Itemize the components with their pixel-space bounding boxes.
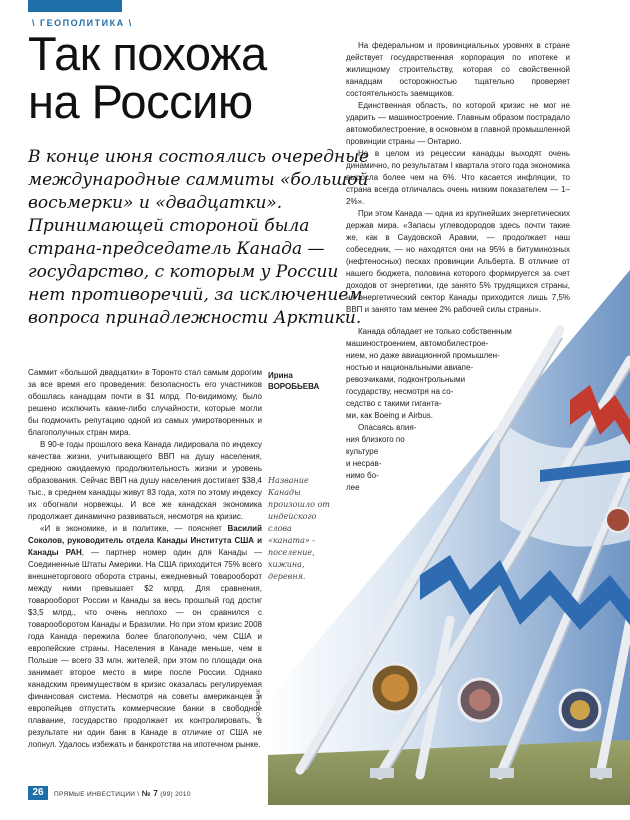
text-line: культуре <box>346 447 379 456</box>
text-line: нием, но даже авиационной промышлен- <box>346 351 500 360</box>
note-line: индейского слова <box>268 512 317 533</box>
lead-line: вопроса принадлежности Арктики. <box>28 308 362 328</box>
medallion-4 <box>606 508 630 532</box>
lead-line: страна-председатель Канада — <box>28 239 325 259</box>
article-lead <box>28 146 370 330</box>
paragraph: Но в целом из рецессии канадцы выходят очень динамично, по результатам I квартала этого года экономика выросла более чем на 6%. Что касается инфляции, то страна всегда отличалась очень низким показателем — 1–2%». <box>346 149 570 206</box>
sidebar-note <box>268 475 338 583</box>
text-line: ностью и национальными авиапе- <box>346 363 474 372</box>
note-line: поселение, <box>268 548 315 557</box>
left-text-column <box>28 367 262 751</box>
title-line: на Россию <box>28 75 253 128</box>
text-line: Опасаясь влия- <box>358 423 417 432</box>
text-line: и несрав- <box>346 459 382 468</box>
author-first-name: Ирина <box>268 371 293 380</box>
magazine-name: ПРЯМЫЕ ИНВЕСТИЦИИ <box>54 791 136 798</box>
paragraph: При этом Канада — одна из крупнейших энергетических держав мира. «Запасы углеводородов здесь почти такие же, как в Саудовской Аравии, — продолжает наш собеседник, — но находятся они на 95% в битуминозных (нефтеносных) песках провинции Альберта. В отличие от нашего бюджета, половина которого формируется за счет доходов от энергетики, где занято 5% трудящихся страны, на энергетический сектор Канады приходится лишь 7,5% ВВП и занято там менее 2% рабочей силы страны». <box>346 209 570 314</box>
lead-line: государство, с которым у России <box>28 262 339 282</box>
medallion-2-center <box>469 689 491 711</box>
paragraph: На федеральном и провинциальных уровнях в стране действует государственная корпорация по ипотеке и жилищному строительству, которая со свойственной канадцам осторожностью тщательно проверяет состоятельность заемщиков. <box>346 41 570 98</box>
note-line: Название Канады <box>268 476 309 497</box>
text-line: ния близкого по <box>346 435 405 444</box>
author-byline <box>268 370 338 392</box>
page-number: 26 <box>28 786 48 800</box>
issue-detail: (99) 2010 <box>160 791 191 798</box>
author-last-name: ВОРОБЬЕВА <box>268 382 320 391</box>
photo-credit: ФОТОБАНК <box>256 688 262 720</box>
medallion-3-center <box>570 700 590 720</box>
text-line: Канада обладает не только собственным <box>358 327 512 336</box>
lead-line: Принимающей стороной была <box>28 216 310 236</box>
text-line: ревозчиками, подконтрольными <box>346 375 466 384</box>
text-line: ми, как Boeing и Airbus. <box>346 411 433 420</box>
wrapped-text-around-photo <box>346 326 512 494</box>
note-line: деревня. <box>268 572 306 581</box>
lead-line: В конце июня состоялись очередные <box>28 147 370 167</box>
text-line: лее <box>346 483 360 492</box>
note-line: хижина, <box>268 560 305 569</box>
footer-magazine: ПРЯМЫЕ ИНВЕСТИЦИИ \ № 7 (99) 2010 <box>54 789 191 798</box>
quote-body: , — партнер номер один для Канады — Соединенные Штаты Америки. На США приходится 75% всего внешнеторгового оборота страны, ежедневный товарооборот между ними превышает $2 млрд. Для сравнения, товарооборот России и Канады за весь прошлый год достиг $3,5 млрд., что очень неплохо — он сравнился с товарооборотом Канады и Бразилии. Но при этом кризис 2008 года Канада пережила более благополучно, чем США и европейские страны. Населения в Канаде меньше, чем в Польше — всего 33 млн. жителей, при этом по площади она занимает второе место в мире после России. Однако канадским преимуществом в кризис оказалась регулируемая финансовая система. Несмотря на советы американцев и европейцев отпустить коммерческие банки в свободное плавание, государство продолжает их контролировать, в результате ни один банк в Канаде в отличие от США не лопнул. Удалось избежать и банкротства на ипотечном рынке. <box>28 548 262 749</box>
lead-line: международные саммиты «большой <box>28 170 369 190</box>
quote-start: «И в экономике, и в политике, — поясняет <box>40 524 228 533</box>
section-rubric: \ ГЕОПОЛИТИКА \ <box>32 18 133 28</box>
section-color-bar <box>28 0 122 12</box>
text-line: машиностроением, автомобилестрое- <box>346 339 489 348</box>
text-line: нимо бо- <box>346 471 379 480</box>
paragraph: Саммит «большой двадцатки» в Торонто стал самым дорогим за все время его проведения: безопасность его участников обошлась канадцам почти в $1 млрд. По-видимому, было решено исключить какие-либо случайности, которые могли бы подмочить репутацию одной из самых умиротворенных и благополучных стран мира. <box>28 368 262 437</box>
note-line: произошло от <box>268 500 330 509</box>
right-text-column <box>346 40 570 316</box>
lead-line: восьмерки» и «двадцатки». <box>28 193 283 213</box>
text-line: государству, несмотря на со- <box>346 387 454 396</box>
paragraph-quote <box>28 523 262 751</box>
expert-name: Василий Соколов, руководитель отдела Канады Института США и Канады РАН <box>28 524 262 557</box>
paragraph: Единственная область, по которой кризис не мог не ударить — машиностроение. Главным образом пострадало автомобилестроение, в основном в главной промышленной провинции страны — Онтарио. <box>346 101 570 146</box>
note-line: «каната» - <box>268 536 315 545</box>
lead-line: нет противоречий, за исключением <box>28 285 363 305</box>
title-line: Так похожа <box>28 27 267 80</box>
paragraph: В 90-е годы прошлого века Канада лидировала по индексу качества жизни, учитывающего ВВП на душу населения, среднюю ожидаемую продолжительность жизни и уровень образования. Сейчас ВВП на душу населения достигает $38,4 тыс., в среднем канадцы живут 83 года, хотя по этому индексу их обогнали норвежцы. И все же канадская экономика продолжает динамично развиваться, несмотря на кризис. <box>28 440 262 521</box>
issue-number: № 7 <box>141 789 159 798</box>
article-title <box>28 27 328 128</box>
medallion-1-center <box>381 674 409 702</box>
text-line: седство с такими гиганта- <box>346 399 442 408</box>
